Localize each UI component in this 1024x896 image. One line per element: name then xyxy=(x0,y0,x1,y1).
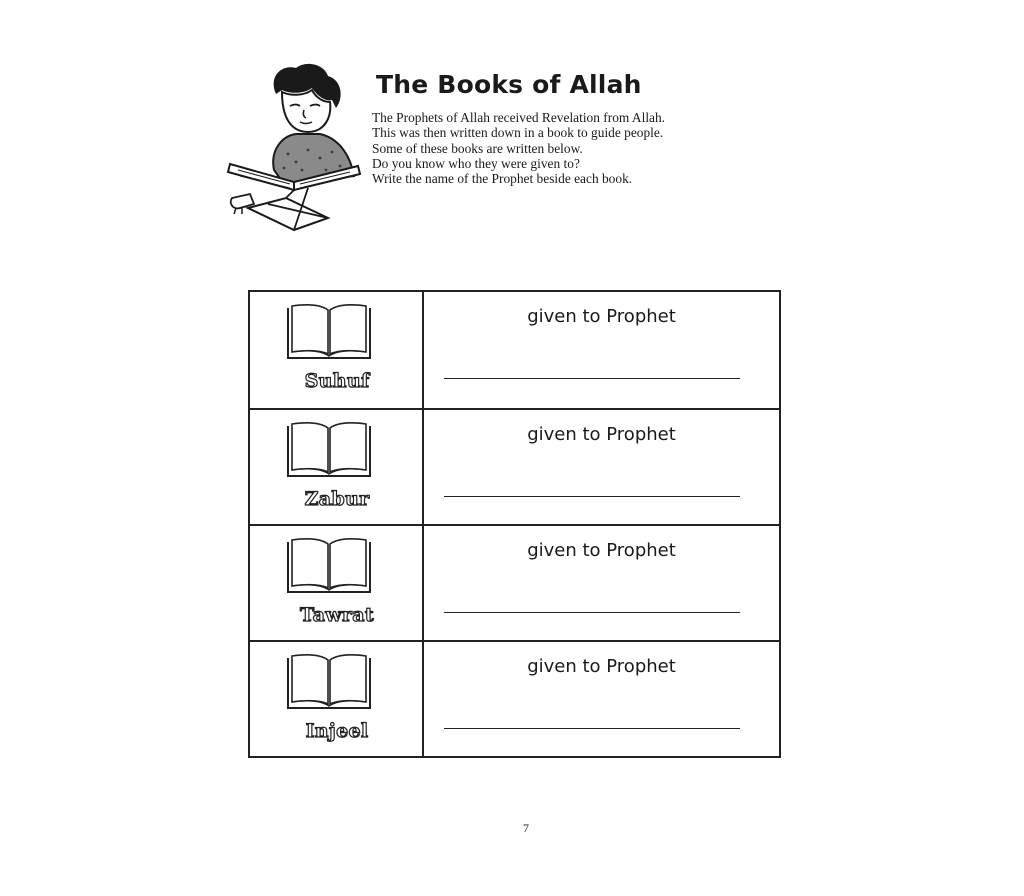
book-row-suhuf xyxy=(250,292,779,408)
given-to-prophet-label: given to Prophet xyxy=(527,540,676,561)
answer-cell xyxy=(424,526,779,642)
instruction-line: The Prophets of Allah received Revelation from Allah. xyxy=(372,110,666,125)
book-cell xyxy=(250,642,424,758)
instructions xyxy=(372,110,752,186)
page-number: 7 xyxy=(523,821,529,835)
prophet-answer-blank[interactable] xyxy=(444,728,740,729)
book-cell xyxy=(250,526,424,642)
prophet-answer-blank[interactable] xyxy=(444,496,740,497)
worksheet-title: The Books of Allah xyxy=(376,70,642,99)
book-row-zabur xyxy=(250,408,779,526)
book-name: Injeel xyxy=(305,720,369,742)
answer-cell xyxy=(424,410,779,526)
given-to-prophet-label: given to Prophet xyxy=(527,306,676,327)
prophet-answer-blank[interactable] xyxy=(444,612,740,613)
book-name: Tawrat xyxy=(300,604,374,626)
answer-cell xyxy=(424,642,779,758)
instruction-line: This was then written down in a book to guide people. xyxy=(372,125,664,141)
book-name: Suhuf xyxy=(304,370,370,392)
answer-cell xyxy=(424,292,779,408)
instruction-line: Do you know who they were given to? xyxy=(372,155,580,171)
open-book-icon xyxy=(286,302,372,362)
instruction-line: Some of these books are written below. xyxy=(372,140,583,156)
boy-reading-book-illustration xyxy=(224,58,370,236)
prophet-answer-blank[interactable] xyxy=(444,378,740,379)
books-table xyxy=(248,290,781,758)
book-name: Zabur xyxy=(304,488,370,510)
instruction-line: Write the name of the Prophet beside each book. xyxy=(372,171,633,187)
book-cell xyxy=(250,410,424,526)
open-book-icon xyxy=(286,420,372,480)
given-to-prophet-label: given to Prophet xyxy=(527,656,676,677)
open-book-icon xyxy=(286,536,372,596)
book-cell xyxy=(250,292,424,408)
given-to-prophet-label: given to Prophet xyxy=(527,424,676,445)
open-book-icon xyxy=(286,652,372,712)
book-row-tawrat xyxy=(250,524,779,642)
book-row-injeel xyxy=(250,640,779,758)
